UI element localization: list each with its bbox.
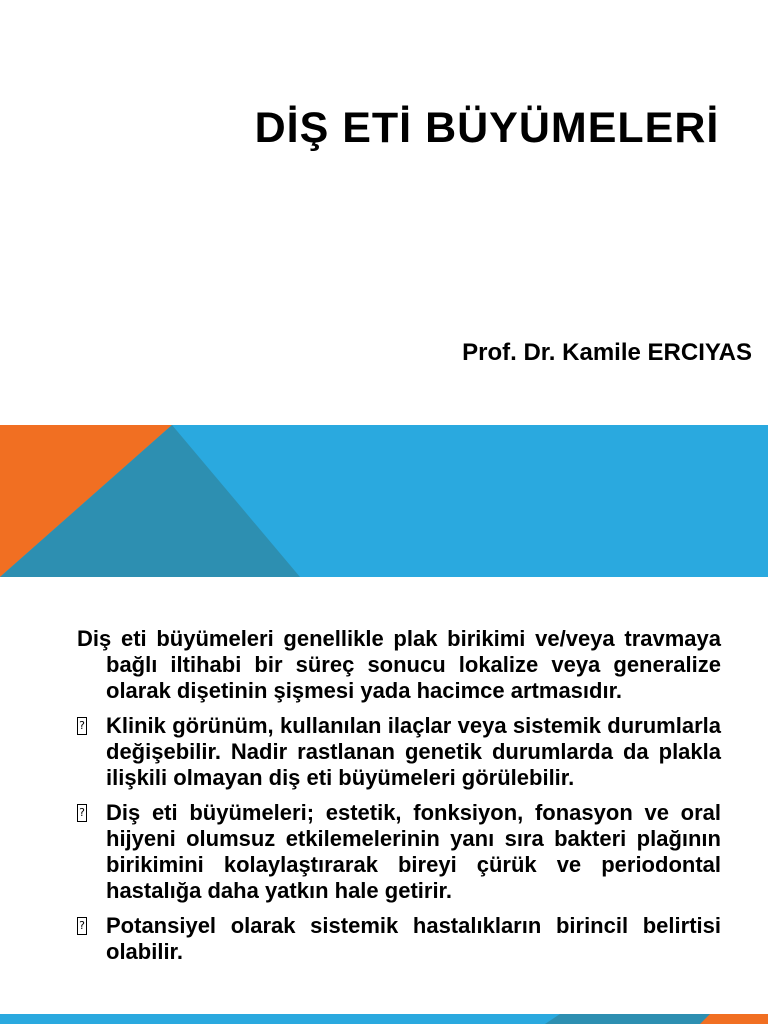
slide-author: Prof. Dr. Kamile ERCIYAS: [462, 339, 752, 366]
missing-glyph-box-icon: ?: [77, 717, 87, 735]
bottom-accent-strip: [0, 1014, 768, 1024]
slide-title: DİŞ ETİ BÜYÜMELERİ: [254, 104, 720, 152]
missing-glyph-box-icon: ?: [77, 804, 87, 822]
bullet-text: Diş eti büyümeleri; estetik, fonksiyon, fonasyon ve oral hijyeni olumsuz etkilemelerinin yanı sıra bakteri plağının birikimini kolaylaştırarak bireyi çürük ve periodontal hastalığa daha yatkın hale getirir.: [106, 800, 721, 903]
bottom-strip-orange: [700, 1014, 768, 1024]
slide-body: [77, 626, 721, 974]
intro-paragraph: Diş eti büyümeleri genellikle plak birikimi ve/veya travmaya bağlı iltihabi bir süreç sonucu lokalize veya generalize olarak dişetinin şişmesi yada hacimce artmasıdır.: [77, 626, 721, 703]
bullet-item: [77, 800, 721, 904]
bullet-text: Klinik görünüm, kullanılan ilaçlar veya sistemik durumlarla değişebilir. Nadir rastlanan genetik durumlarda da plakla ilişkili olmayan diş eti büyümeleri görülebilir.: [106, 713, 721, 790]
bullet-text: Potansiyel olarak sistemik hastalıkların birincil belirtisi olabilir.: [106, 913, 721, 964]
decorative-banner: [0, 425, 768, 577]
bullet-item: [77, 713, 721, 791]
missing-glyph-box-icon: ?: [77, 917, 87, 935]
bullet-item: [77, 913, 721, 965]
